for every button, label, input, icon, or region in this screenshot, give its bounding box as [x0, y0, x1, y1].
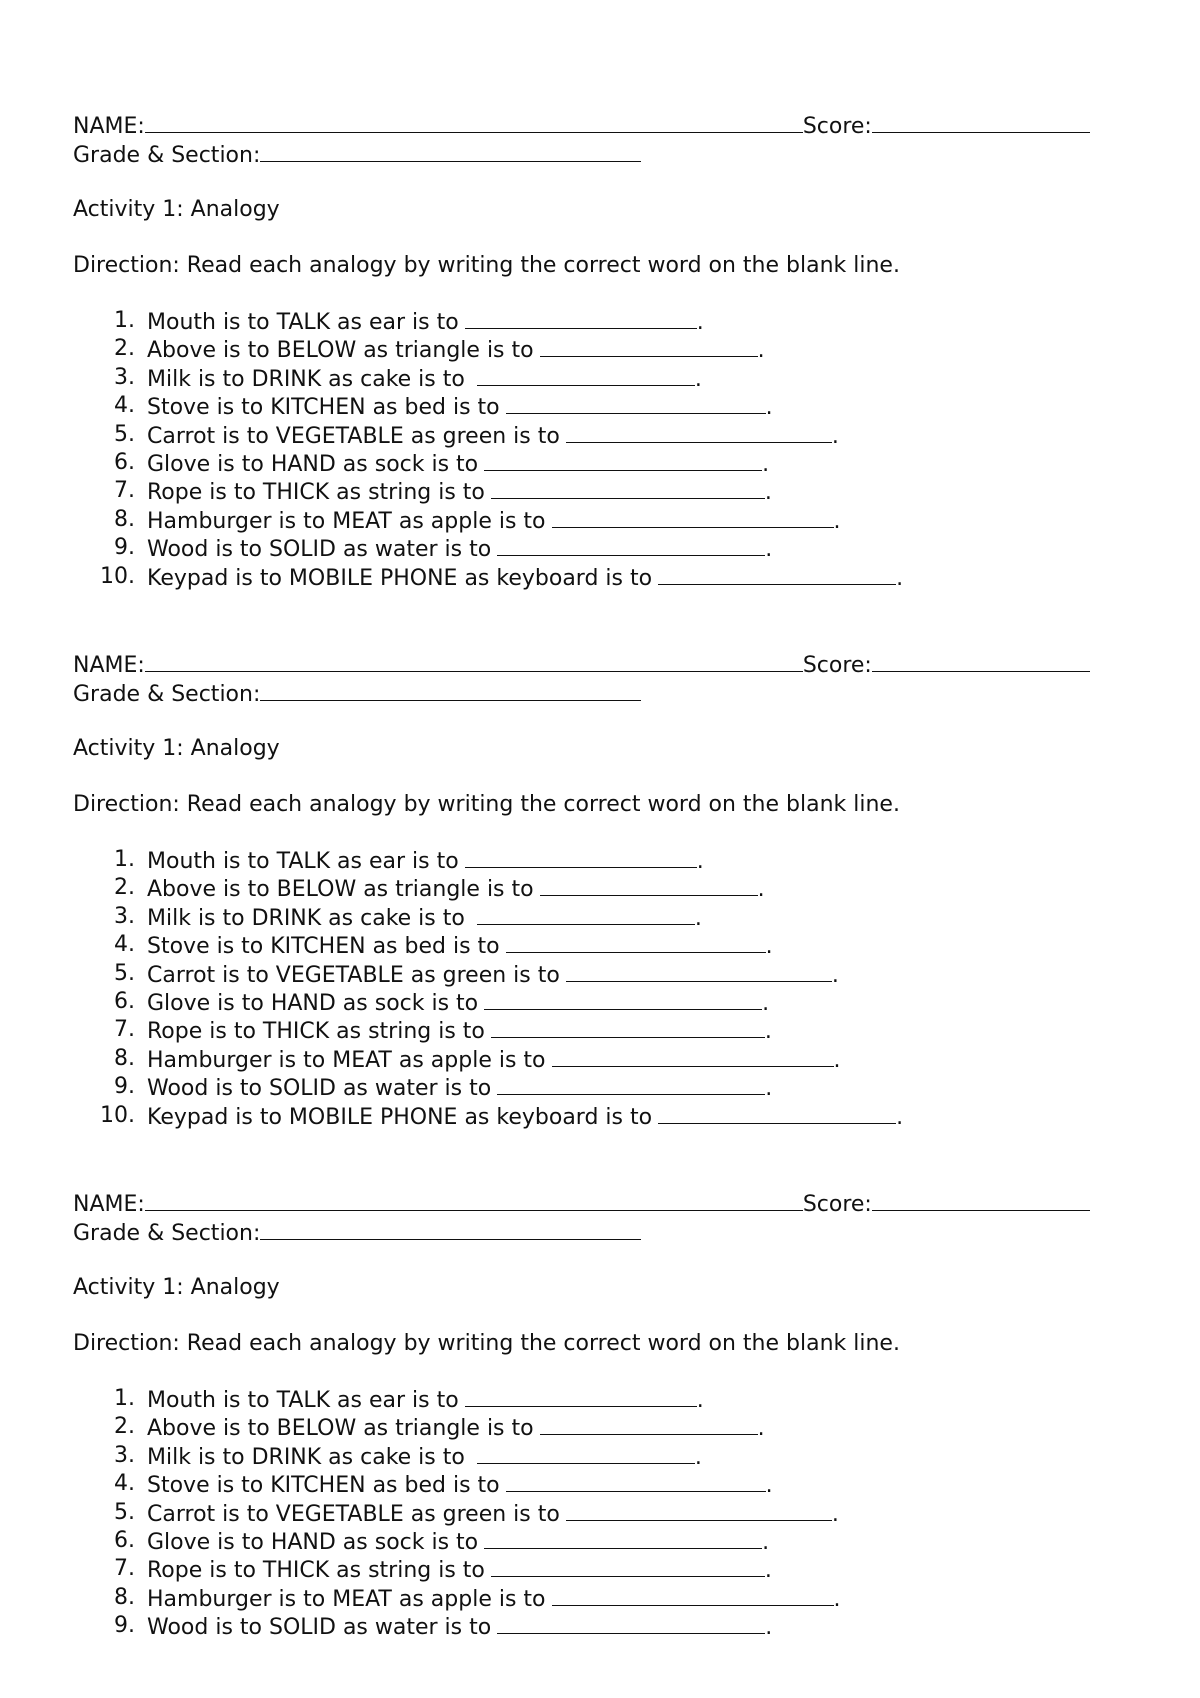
grade-section-label: Grade & Section:: [73, 143, 261, 168]
item-text: Stove is to KITCHEN as bed is to: [147, 1473, 500, 1499]
answer-blank[interactable]: [497, 534, 765, 556]
item-text: Hamburger is to MEAT as apple is to: [147, 508, 546, 534]
answer-blank[interactable]: [506, 1470, 766, 1492]
answer-blank[interactable]: [506, 392, 766, 414]
item-text: Mouth is to TALK as ear is to: [147, 849, 459, 874]
analogy-item: [73, 421, 1113, 449]
item-number: 9.: [114, 535, 135, 561]
answer-blank[interactable]: [465, 307, 697, 329]
analogy-item: [73, 1442, 1113, 1470]
analogy-item: [73, 1073, 1113, 1101]
answer-blank[interactable]: [540, 335, 758, 357]
item-text: Rope is to THICK as string is to: [147, 480, 485, 506]
score-label: Score:: [802, 1192, 872, 1217]
item-text: Glove is to HAND as sock is to: [147, 1529, 479, 1555]
analogy-item: [73, 563, 1113, 591]
analogy-item: [73, 1612, 1113, 1640]
answer-blank[interactable]: [552, 1045, 834, 1067]
answer-blank[interactable]: [465, 1385, 697, 1407]
grade-section-row: [73, 678, 1113, 707]
item-period: .: [831, 962, 839, 988]
grade-section-row: [73, 1217, 1113, 1246]
answer-blank[interactable]: [658, 563, 896, 585]
item-number: 3.: [114, 364, 135, 390]
item-number: 3.: [114, 903, 135, 929]
answer-blank[interactable]: [552, 506, 834, 528]
item-period: .: [764, 1019, 772, 1045]
analogy-item: [73, 874, 1113, 902]
item-text: Wood is to SOLID as water is to: [147, 1076, 492, 1102]
analogy-item: [73, 1385, 1113, 1413]
item-number: 7.: [114, 1017, 135, 1043]
answer-blank[interactable]: [540, 874, 758, 896]
answer-blank[interactable]: [566, 421, 832, 443]
item-text: Stove is to KITCHEN as bed is to: [147, 934, 500, 960]
item-text: Rope is to THICK as string is to: [147, 1019, 485, 1045]
grade-section-blank-line[interactable]: [260, 678, 641, 701]
analogy-item: [73, 903, 1113, 931]
analogy-item: [73, 392, 1113, 420]
item-period: .: [757, 338, 765, 364]
name-label: NAME:: [73, 114, 145, 139]
answer-blank[interactable]: [566, 960, 832, 982]
analogy-item: [73, 1413, 1113, 1441]
item-number: 1.: [114, 308, 135, 333]
grade-section-blank-line[interactable]: [260, 139, 641, 162]
name-label: NAME:: [73, 1192, 145, 1217]
item-period: .: [765, 395, 773, 421]
item-period: .: [696, 1388, 704, 1413]
item-period: .: [696, 849, 704, 874]
item-text: Hamburger is to MEAT as apple is to: [147, 1047, 546, 1073]
item-period: .: [757, 1416, 765, 1442]
analogy-item: [73, 1016, 1113, 1044]
answer-blank[interactable]: [484, 988, 762, 1010]
item-period: .: [757, 877, 765, 903]
analogy-item: [73, 931, 1113, 959]
item-period: .: [833, 508, 841, 534]
grade-section-row: [73, 139, 1113, 168]
analogy-item: [73, 1555, 1113, 1583]
analogy-list: [73, 1385, 1113, 1641]
score-blank-line[interactable]: [872, 110, 1090, 133]
grade-section-blank-line[interactable]: [260, 1217, 641, 1240]
item-text: Above is to BELOW as triangle is to: [147, 338, 534, 364]
direction-text: Direction: Read each analogy by writing the correct word on the blank line.: [73, 1331, 900, 1356]
score-blank-line[interactable]: [872, 649, 1090, 672]
item-period: .: [765, 1076, 773, 1102]
analogy-item: [73, 1584, 1113, 1612]
item-text: Rope is to THICK as string is to: [147, 1558, 485, 1584]
item-period: .: [764, 1558, 772, 1584]
analogy-item: [73, 477, 1113, 505]
item-number: 9.: [114, 1613, 135, 1639]
item-number: 6.: [114, 449, 135, 475]
item-text: Glove is to HAND as sock is to: [147, 990, 479, 1016]
score-label: Score:: [802, 653, 872, 678]
item-period: .: [765, 1473, 773, 1499]
answer-blank[interactable]: [552, 1584, 834, 1606]
item-number: 2.: [114, 336, 135, 362]
analogy-item: [73, 846, 1113, 874]
item-number: 8.: [114, 1584, 135, 1610]
answer-blank[interactable]: [491, 477, 765, 499]
grade-section-label: Grade & Section:: [73, 1221, 261, 1246]
direction-text: Direction: Read each analogy by writing the correct word on the blank line.: [73, 253, 900, 278]
item-text: Hamburger is to MEAT as apple is to: [147, 1586, 546, 1612]
item-number: 4.: [114, 932, 135, 958]
item-period: .: [694, 1444, 702, 1470]
item-number: 2.: [114, 1414, 135, 1440]
item-text: Keypad is to MOBILE PHONE as keyboard is to: [147, 1104, 653, 1130]
answer-blank[interactable]: [491, 1016, 765, 1038]
analogy-item: [73, 1045, 1113, 1073]
item-period: .: [696, 310, 704, 335]
item-text: Glove is to HAND as sock is to: [147, 451, 479, 477]
item-period: .: [694, 366, 702, 392]
item-number: 1.: [114, 847, 135, 872]
answer-blank[interactable]: [484, 1527, 762, 1549]
item-text: Carrot is to VEGETABLE as green is to: [147, 1501, 560, 1527]
analogy-list: [73, 307, 1113, 591]
activity-title: Activity 1: Analogy: [73, 1275, 280, 1300]
score-blank-line[interactable]: [872, 1188, 1090, 1211]
worksheet-1: [73, 110, 1113, 591]
analogy-item: [73, 307, 1113, 335]
answer-blank[interactable]: [477, 903, 695, 925]
item-number: 4.: [114, 393, 135, 419]
answer-blank[interactable]: [497, 1073, 765, 1095]
item-period: .: [762, 1529, 770, 1555]
analogy-item: [73, 335, 1113, 363]
activity-title: Activity 1: Analogy: [73, 197, 280, 222]
item-text: Wood is to SOLID as water is to: [147, 537, 492, 563]
item-number: 3.: [114, 1442, 135, 1468]
item-period: .: [833, 1586, 841, 1612]
item-period: .: [764, 480, 772, 506]
item-period: .: [762, 990, 770, 1016]
analogy-item: [73, 1499, 1113, 1527]
analogy-item: [73, 534, 1113, 562]
score-label: Score:: [802, 114, 872, 139]
item-period: .: [765, 1615, 773, 1641]
answer-blank[interactable]: [477, 1442, 695, 1464]
item-period: .: [831, 1501, 839, 1527]
item-number: 5.: [114, 1499, 135, 1525]
item-number: 10.: [100, 563, 135, 589]
analogy-item: [73, 988, 1113, 1016]
item-text: Above is to BELOW as triangle is to: [147, 877, 534, 903]
item-number: 5.: [114, 960, 135, 986]
activity-title: Activity 1: Analogy: [73, 736, 280, 761]
grade-section-label: Grade & Section:: [73, 682, 261, 707]
item-text: Carrot is to VEGETABLE as green is to: [147, 962, 560, 988]
item-period: .: [831, 423, 839, 449]
item-text: Wood is to SOLID as water is to: [147, 1615, 492, 1641]
item-text: Above is to BELOW as triangle is to: [147, 1416, 534, 1442]
answer-blank[interactable]: [491, 1555, 765, 1577]
name-score-row: [73, 1188, 1113, 1217]
item-period: .: [765, 537, 773, 563]
answer-blank[interactable]: [540, 1413, 758, 1435]
item-period: .: [762, 451, 770, 477]
answer-blank[interactable]: [497, 1612, 765, 1634]
analogy-item: [73, 364, 1113, 392]
analogy-list: [73, 846, 1113, 1130]
item-text: Milk is to DRINK as cake is to: [147, 905, 465, 931]
item-text: Milk is to DRINK as cake is to: [147, 1444, 465, 1470]
answer-blank[interactable]: [477, 364, 695, 386]
item-number: 10.: [100, 1102, 135, 1128]
item-period: .: [896, 565, 904, 591]
item-text: Mouth is to TALK as ear is to: [147, 310, 459, 335]
item-number: 7.: [114, 478, 135, 504]
analogy-item: [73, 1470, 1113, 1498]
item-number: 7.: [114, 1556, 135, 1582]
item-text: Mouth is to TALK as ear is to: [147, 1388, 459, 1413]
name-blank-line[interactable]: [145, 1188, 803, 1211]
item-number: 4.: [114, 1471, 135, 1497]
item-number: 6.: [114, 988, 135, 1014]
name-blank-line[interactable]: [145, 110, 803, 133]
analogy-item: [73, 1527, 1113, 1555]
item-period: .: [833, 1047, 841, 1073]
analogy-item: [73, 449, 1113, 477]
item-number: 8.: [114, 1045, 135, 1071]
name-blank-line[interactable]: [145, 649, 803, 672]
item-number: 9.: [114, 1074, 135, 1100]
item-number: 6.: [114, 1527, 135, 1553]
answer-blank[interactable]: [566, 1499, 832, 1521]
item-period: .: [896, 1104, 904, 1130]
analogy-item: [73, 960, 1113, 988]
direction-text: Direction: Read each analogy by writing the correct word on the blank line.: [73, 792, 900, 817]
analogy-item: [73, 506, 1113, 534]
item-number: 5.: [114, 421, 135, 447]
worksheet-2: [73, 649, 1113, 1130]
name-score-row: [73, 649, 1113, 678]
answer-blank[interactable]: [465, 846, 697, 868]
worksheet-3: [73, 1188, 1113, 1641]
item-text: Carrot is to VEGETABLE as green is to: [147, 423, 560, 449]
item-text: Milk is to DRINK as cake is to: [147, 366, 465, 392]
item-text: Keypad is to MOBILE PHONE as keyboard is to: [147, 565, 653, 591]
item-number: 8.: [114, 506, 135, 532]
answer-blank[interactable]: [506, 931, 766, 953]
name-label: NAME:: [73, 653, 145, 678]
analogy-item: [73, 1102, 1113, 1130]
item-period: .: [765, 934, 773, 960]
answer-blank[interactable]: [658, 1102, 896, 1124]
name-score-row: [73, 110, 1113, 139]
item-period: .: [694, 905, 702, 931]
item-number: 1.: [114, 1386, 135, 1411]
item-text: Stove is to KITCHEN as bed is to: [147, 395, 500, 421]
answer-blank[interactable]: [484, 449, 762, 471]
item-number: 2.: [114, 875, 135, 901]
